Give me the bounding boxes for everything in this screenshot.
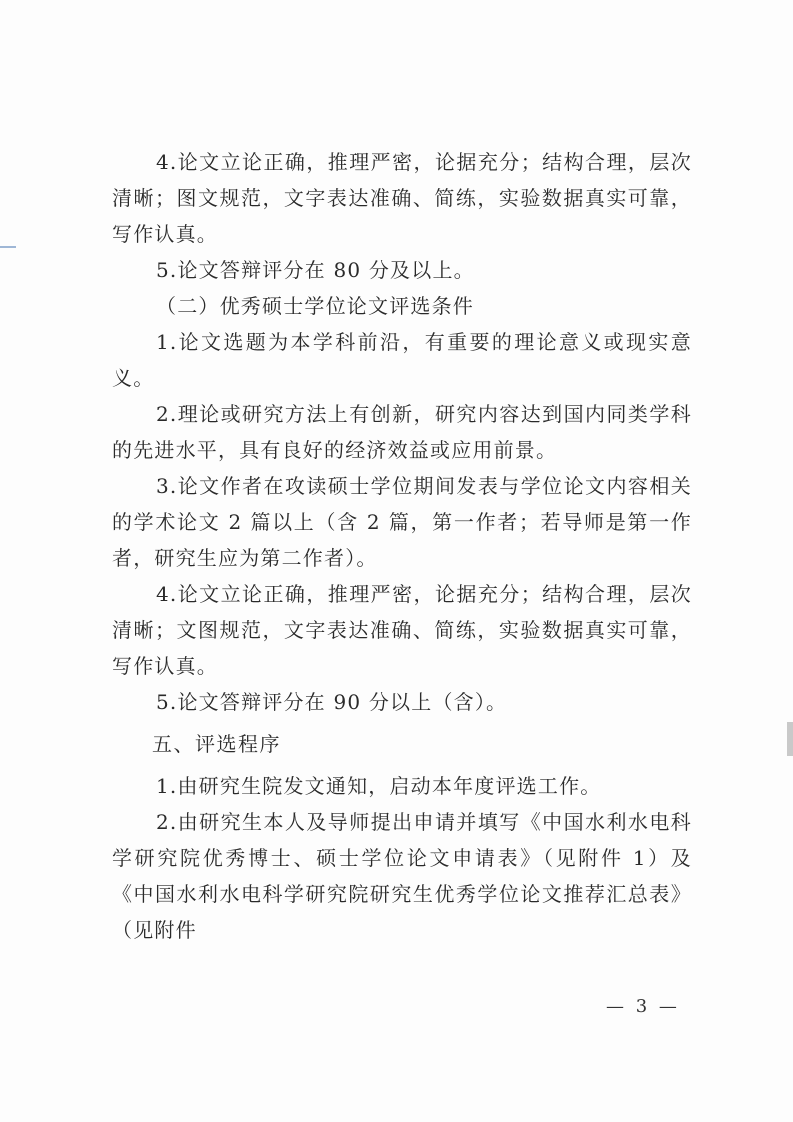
paragraph-procedure-step-1: 1.由研究生院发文通知，启动本年度评选工作。 <box>156 774 602 798</box>
paragraph-masters-condition-5: 5.论文答辩评分在 90 分以上（含）。 <box>156 690 508 714</box>
section-heading-procedure: 五、评选程序 <box>152 732 281 756</box>
paragraph-phd-condition-5: 5.论文答辩评分在 80 分及以上。 <box>156 258 475 282</box>
scan-edge-mark <box>787 722 793 756</box>
subheading-masters-conditions: （二）优秀硕士学位论文评选条件 <box>156 294 474 318</box>
paragraph-masters-condition-2: 2.理论或研究方法上有创新，研究内容达到国内同类学科的先进水平，具有良好的经济效益或应用前景。 <box>112 402 692 462</box>
paragraph-masters-condition-4: 4.论文立论正确，推理严密，论据充分；结构合理，层次清晰；文图规范，文字表达准确、简练，实验数据真实可靠，写作认真。 <box>112 582 692 678</box>
margin-mark <box>0 246 16 248</box>
paragraph-procedure-step-2: 2.由研究生本人及导师提出申请并填写《中国水利水电科学研究院优秀博士、硕士学位论文申请表》（见附件 1）及《中国水利水电科学研究院研究生优秀学位论文推荐汇总表》（见附件 <box>112 810 692 942</box>
paragraph-phd-condition-4: 4.论文立论正确，推理严密，论据充分；结构合理，层次清晰；图文规范，文字表达准确、简练，实验数据真实可靠，写作认真。 <box>112 150 692 246</box>
paragraph-masters-condition-1: 1.论文选题为本学科前沿，有重要的理论意义或现实意义。 <box>112 330 692 390</box>
page-content <box>112 144 692 948</box>
paragraph-masters-condition-3: 3.论文作者在攻读硕士学位期间发表与学位论文内容相关的学术论文 2 篇以上（含 2 篇，第一作者；若导师是第一作者，研究生应为第二作者）。 <box>112 474 692 570</box>
page-number: — 3 — <box>606 996 680 1017</box>
